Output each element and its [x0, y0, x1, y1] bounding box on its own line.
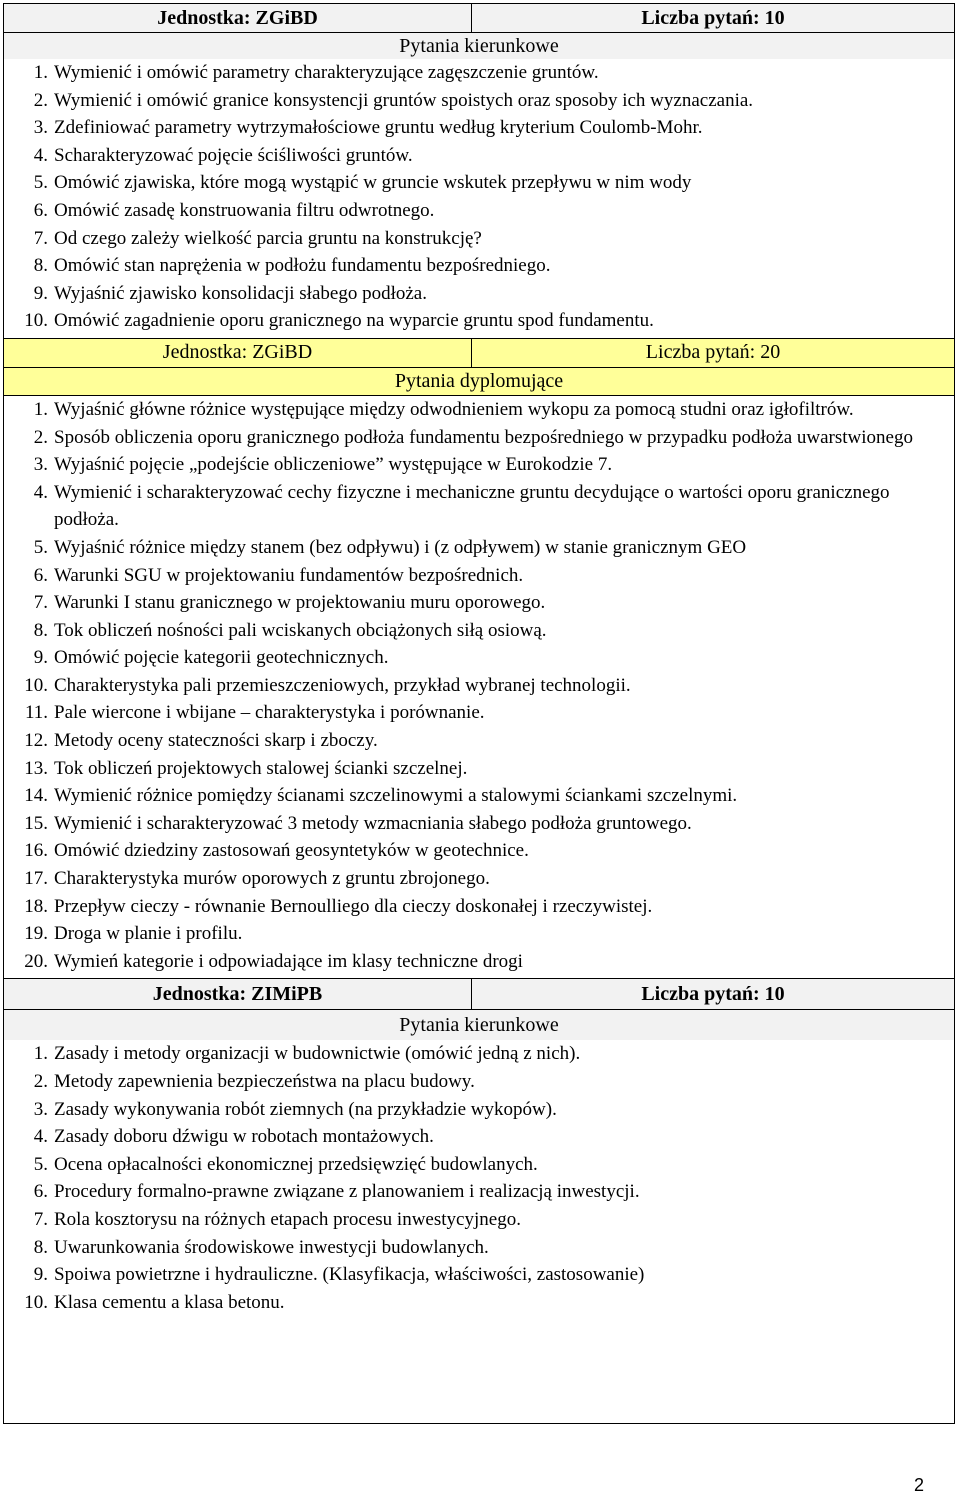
- question-item: [4, 893, 954, 921]
- question-text: Zasady doboru dźwigu w robotach montażowych.: [54, 1126, 434, 1148]
- question-number: 2.: [33, 89, 48, 111]
- question-number: 3.: [33, 117, 48, 139]
- question-text: Wymienić i omówić parametry charakteryzujące zagęszczenie gruntów.: [54, 62, 599, 83]
- question-text: Od czego zależy wielkość parcia gruntu na konstrukcję?: [54, 227, 482, 249]
- question-item: [4, 59, 954, 87]
- question-item: [4, 307, 954, 335]
- question-number: 10.: [24, 310, 48, 332]
- question-item: [4, 1040, 954, 1068]
- question-number: 4.: [33, 144, 48, 166]
- question-number: 18.: [24, 895, 48, 917]
- question-number: 9.: [33, 647, 48, 669]
- question-text: Spoiwa powietrzne i hydrauliczne. (Klasyfikacja, właściwości, zastosowanie): [54, 1264, 645, 1286]
- question-text: Rola kosztorysu na różnych etapach procesu inwestycyjnego.: [54, 1208, 521, 1230]
- question-number: 5.: [33, 1153, 48, 1175]
- question-text: Wymienić i scharakteryzować 3 metody wzmacniania słabego podłoża gruntowego.: [54, 812, 692, 834]
- question-text: Omówić zagadnienie oporu granicznego na wyparcie gruntu spod fundamentu.: [54, 310, 654, 332]
- question-text: Metody zapewnienia bezpieczeństwa na placu budowy.: [54, 1071, 475, 1092]
- section-type: Pytania dyplomujące: [4, 368, 954, 396]
- question-item: [4, 755, 954, 783]
- question-text: Zasady i metody organizacji w budownictwie (omówić jedną z nich).: [54, 1043, 581, 1065]
- question-text: Wymienić i scharakteryzować cechy fizyczne i mechaniczne gruntu decydujące o wartości oporu granicznego podłoża.: [54, 481, 890, 531]
- question-item: [4, 1123, 954, 1151]
- question-item: [4, 479, 954, 534]
- question-item: [4, 727, 954, 755]
- question-text: Charakterystyka pali przemieszczeniowych, przykład wybranej technologii.: [54, 674, 631, 696]
- question-item: [4, 1206, 954, 1234]
- question-text: Omówić zjawiska, które mogą wystąpić w gruncie wskutek przepływu w nim wody: [54, 172, 692, 194]
- question-text: Warunki SGU w projektowaniu fundamentów bezpośrednich.: [54, 564, 524, 586]
- question-text: Omówić dziedziny zastosowań geosyntetyków w geotechnice.: [54, 840, 529, 862]
- question-text: Warunki I stanu granicznego w projektowaniu muru oporowego.: [54, 592, 546, 614]
- question-number: 1.: [33, 62, 48, 83]
- question-number: 12.: [24, 730, 48, 752]
- question-count: Liczba pytań: 10: [641, 982, 785, 1005]
- question-list: [4, 1040, 954, 1316]
- question-number: 7.: [33, 227, 48, 249]
- question-text: Wyjaśnić główne różnice występujące między odwodnieniem wykopu za pomocą studni oraz igłofiltrów.: [54, 398, 854, 420]
- question-text: Tok obliczeń projektowych stalowej ścianki szczelnej.: [54, 757, 468, 779]
- question-number: 8.: [33, 619, 48, 641]
- question-item: [4, 424, 954, 452]
- question-item: [4, 865, 954, 893]
- question-number: 6.: [33, 564, 48, 586]
- question-number: 1.: [33, 1043, 48, 1065]
- question-item: [4, 644, 954, 672]
- question-item: [4, 920, 954, 948]
- question-number: 20.: [24, 950, 48, 972]
- question-text: Wymienić i omówić granice konsystencji gruntów spoistych oraz sposoby ich wyznaczania.: [54, 89, 754, 111]
- question-number: 16.: [24, 840, 48, 862]
- question-text: Pale wiercone i wbijane – charakterystyka i porównanie.: [54, 702, 485, 724]
- question-number: 8.: [33, 1236, 48, 1258]
- question-item: [4, 948, 954, 976]
- question-count: Liczba pytań: 20: [645, 341, 781, 364]
- question-number: 2.: [33, 426, 48, 448]
- unit-label: Jednostka: ZGiBD: [4, 4, 472, 32]
- section-header: [4, 4, 954, 33]
- question-number: 10.: [24, 674, 48, 696]
- question-item: [4, 810, 954, 838]
- question-text: Przepływ cieczy - równanie Bernoulliego dla cieczy doskonałej i rzeczywistej.: [54, 895, 653, 917]
- question-number: 2.: [33, 1071, 48, 1092]
- question-item: [4, 1178, 954, 1206]
- section-type: Pytania kierunkowe: [4, 1010, 954, 1040]
- question-number: 4.: [33, 481, 48, 503]
- question-item: [4, 782, 954, 810]
- question-text: Sposób obliczenia oporu granicznego podłoża fundamentu bezpośredniego w przypadku podłoża uwarstwionego: [54, 426, 913, 448]
- question-item: [4, 280, 954, 308]
- question-item: [4, 699, 954, 727]
- question-item: [4, 1289, 954, 1317]
- question-number: 8.: [33, 255, 48, 277]
- question-text: Omówić zasadę konstruowania filtru odwrotnego.: [54, 199, 435, 221]
- question-item: [4, 534, 954, 562]
- question-number: 5.: [33, 172, 48, 194]
- section-header: [4, 979, 954, 1010]
- question-number: 15.: [24, 812, 48, 834]
- question-number: 3.: [33, 1098, 48, 1120]
- question-item: [4, 1234, 954, 1262]
- question-number: 6.: [33, 1181, 48, 1203]
- question-item: [4, 169, 954, 197]
- question-number: 14.: [24, 785, 48, 807]
- question-text: Klasa cementu a klasa betonu.: [54, 1291, 285, 1313]
- question-number: 11.: [24, 702, 48, 724]
- question-text: Wyjaśnić zjawisko konsolidacji słabego podłoża.: [54, 282, 427, 304]
- question-item: [4, 562, 954, 590]
- question-item: [4, 197, 954, 225]
- question-text: Omówić stan naprężenia w podłożu fundamentu bezpośredniego.: [54, 255, 551, 277]
- question-item: [4, 1068, 954, 1096]
- section-type: Pytania kierunkowe: [4, 33, 954, 59]
- question-item: [4, 225, 954, 253]
- question-number: 7.: [33, 592, 48, 614]
- question-text: Zdefiniować parametry wytrzymałościowe gruntu według kryterium Coulomb-Mohr.: [54, 117, 703, 139]
- unit-label: Jednostka: ZIMiPB: [4, 979, 472, 1009]
- document-frame: [3, 3, 955, 1424]
- question-number: 9.: [33, 282, 48, 304]
- question-number: 17.: [24, 868, 48, 890]
- question-item: [4, 1151, 954, 1179]
- question-text: Procedury formalno-prawne związane z planowaniem i realizacją inwestycji.: [54, 1181, 640, 1203]
- question-item: [4, 617, 954, 645]
- question-number: 9.: [33, 1264, 48, 1286]
- section-header: [4, 339, 954, 368]
- unit-label: Jednostka: ZGiBD: [4, 339, 472, 367]
- question-item: [4, 114, 954, 142]
- page-number: 2: [913, 1475, 924, 1495]
- question-text: Droga w planie i profilu.: [54, 923, 243, 945]
- question-item: [4, 837, 954, 865]
- question-item: [4, 451, 954, 479]
- question-number: 19.: [24, 923, 48, 945]
- question-text: Scharakteryzować pojęcie ściśliwości gruntów.: [54, 144, 413, 166]
- question-item: [4, 589, 954, 617]
- question-item: [4, 672, 954, 700]
- question-item: [4, 1261, 954, 1289]
- question-item: [4, 252, 954, 280]
- question-text: Uwarunkowania środowiskowe inwestycji budowlanych.: [54, 1236, 489, 1258]
- question-list: [4, 59, 954, 339]
- question-text: Zasady wykonywania robót ziemnych (na przykładzie wykopów).: [54, 1098, 557, 1120]
- question-item: [4, 1096, 954, 1124]
- question-number: 10.: [24, 1291, 48, 1313]
- question-text: Charakterystyka murów oporowych z gruntu zbrojonego.: [54, 868, 490, 890]
- question-item: [4, 396, 954, 424]
- question-number: 5.: [33, 536, 48, 558]
- question-count: Liczba pytań: 10: [641, 6, 785, 29]
- question-item: [4, 87, 954, 115]
- question-text: Wymienić różnice pomiędzy ścianami szczelinowymi a stalowymi ściankami szczelnymi.: [54, 785, 738, 807]
- question-number: 7.: [33, 1208, 48, 1230]
- question-text: Omówić pojęcie kategorii geotechnicznych.: [54, 647, 389, 669]
- question-number: 1.: [33, 398, 48, 420]
- question-text: Wyjaśnić pojęcie „podejście obliczeniowe” występujące w Eurokodzie 7.: [54, 454, 613, 476]
- question-number: 3.: [33, 454, 48, 476]
- question-number: 6.: [33, 199, 48, 221]
- question-number: 4.: [33, 1126, 48, 1148]
- question-text: Wymień kategorie i odpowiadające im klasy techniczne drogi: [54, 950, 523, 972]
- question-list: [4, 396, 954, 979]
- question-text: Metody oceny stateczności skarp i zboczy.: [54, 730, 378, 752]
- question-text: Wyjaśnić różnice między stanem (bez odpływu) i (z odpływem) w stanie granicznym GEO: [54, 536, 747, 558]
- question-text: Tok obliczeń nośności pali wciskanych obciążonych siłą osiową.: [54, 619, 547, 641]
- question-item: [4, 142, 954, 170]
- question-number: 13.: [24, 757, 48, 779]
- question-text: Ocena opłacalności ekonomicznej przedsięwzięć budowlanych.: [54, 1153, 538, 1175]
